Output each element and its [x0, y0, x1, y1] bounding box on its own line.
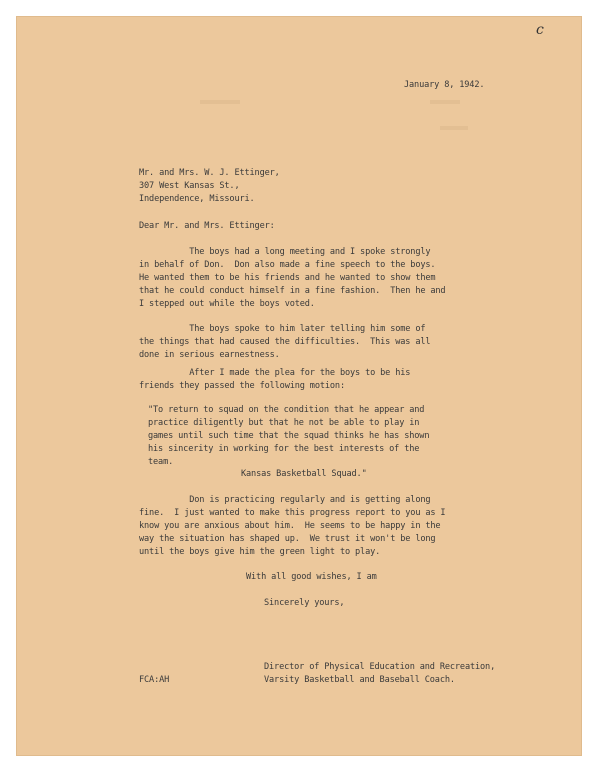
body-line: After I made the plea for the boys to be his	[139, 368, 411, 378]
recipient-line: Mr. and Mrs. W. J. Ettinger,	[139, 168, 280, 178]
signature-title: Varsity Basketball and Baseball Coach.	[264, 675, 455, 685]
body-line: friends they passed the following motion:	[139, 381, 345, 391]
good-wishes: With all good wishes, I am	[246, 572, 377, 582]
motion-signature: Kansas Basketball Squad."	[241, 469, 367, 479]
motion-line: his sincerity in working for the best interests of the	[148, 444, 420, 454]
recipient-line: 307 West Kansas St.,	[139, 181, 240, 191]
closing: Sincerely yours,	[264, 598, 345, 608]
body-line: Don is practicing regularly and is getting along	[139, 495, 431, 505]
salutation: Dear Mr. and Mrs. Ettinger:	[139, 221, 275, 231]
bleed-through-mark	[430, 100, 460, 104]
motion-line: practice diligently but that he not be able to play in	[148, 418, 420, 428]
motion-line: games until such time that the squad thinks he has shown	[148, 431, 430, 441]
motion-line: team.	[148, 457, 174, 467]
corner-mark: c	[536, 22, 544, 38]
recipient-line: Independence, Missouri.	[139, 194, 255, 204]
body-line: I stepped out while the boys voted.	[139, 299, 315, 309]
body-line: The boys had a long meeting and I spoke strongly	[139, 247, 431, 257]
body-line: done in serious earnestness.	[139, 350, 280, 360]
letter-date: January 8, 1942.	[404, 80, 485, 90]
bleed-through-mark	[200, 100, 240, 104]
body-line: that he could conduct himself in a fine fashion. Then he and	[139, 286, 446, 296]
body-line: know you are anxious about him. He seems to be happy in the	[139, 521, 441, 531]
body-line: The boys spoke to him later telling him some of	[139, 324, 426, 334]
body-line: fine. I just wanted to make this progress report to you as I	[139, 508, 446, 518]
body-line: until the boys give him the green light to play.	[139, 547, 381, 557]
body-line: the things that had caused the difficulties. This was all	[139, 337, 431, 347]
initials: FCA:AH	[139, 675, 170, 685]
body-line: in behalf of Don. Don also made a fine speech to the boys.	[139, 260, 436, 270]
signature-title: Director of Physical Education and Recreation,	[264, 662, 496, 672]
bleed-through-mark	[440, 126, 468, 130]
body-line: way the situation has shaped up. We trust it won't be long	[139, 534, 436, 544]
motion-line: "To return to squad on the condition that he appear and	[148, 405, 425, 415]
body-line: He wanted them to be his friends and he wanted to show them	[139, 273, 436, 283]
